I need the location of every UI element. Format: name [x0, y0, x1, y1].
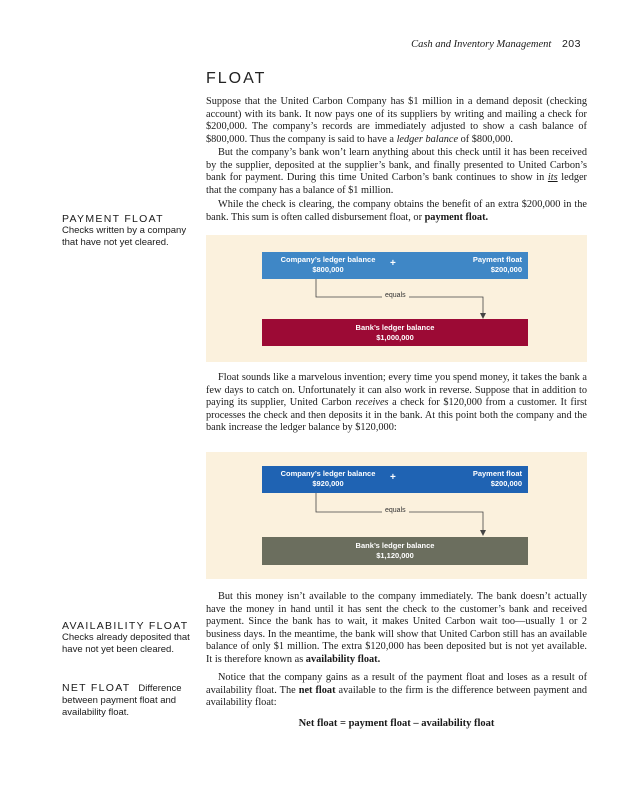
- float-diagram-1: [206, 235, 587, 362]
- diagram-1-float-label: Payment float: [472, 255, 522, 264]
- margin-note-payment-float: [62, 213, 194, 249]
- paragraph-5: But this money isn’t available to the company immediately. The bank doesn’t actually have the money in hand until it has sent the check to the customer’s bank and received payment. Since the bank has to wait, it makes United Carbon wait too—usually 1 or 2 business days. In the meantime, the bank will show that United Carbon still has an available balance of only $1 million. The extra $120,000 has been deposited but is not yet available. It is therefore known as availability float.: [206, 591, 587, 665]
- diagram-1-result-bar: [262, 319, 528, 346]
- chapter-title: Cash and Inventory Management: [411, 39, 552, 50]
- diagram-2-result-value: $1,120,000: [376, 551, 414, 560]
- diagram-1-result-label: Bank’s ledger balance: [355, 323, 435, 332]
- diagram-2-company-value: $920,000: [312, 479, 344, 488]
- margin-definition: Checks written by a company that have not yet cleared.: [62, 225, 187, 248]
- page-number: 203: [561, 38, 581, 50]
- paragraph-6: Notice that the company gains as a result of the payment float and loses as a result of availability float. The net float available to the firm is the difference between payment and availability float:: [206, 672, 587, 709]
- paragraph-1: Suppose that the United Carbon Company has $1 million in a demand deposit (checking account) with its bank. It now pays one of its suppliers by writing and mailing a check for $200,000. The company’s records are immediately adjusted to show a cash balance of $800,000. Thus the company is said to have a ledger balance of $800,000.: [206, 96, 587, 145]
- running-header: [411, 38, 581, 50]
- diagram-1-equals: equals: [382, 292, 409, 299]
- diagram-2-plus: +: [390, 472, 396, 483]
- margin-term: PAYMENT FLOAT: [62, 213, 164, 225]
- margin-term: AVAILABILITY FLOAT: [62, 620, 189, 632]
- diagram-1-plus: +: [390, 258, 396, 269]
- diagram-1-float-value: $200,000: [490, 265, 522, 274]
- float-diagram-2: [206, 452, 587, 579]
- margin-note-net-float: [62, 682, 194, 719]
- paragraph-4: Float sounds like a marvelous invention; every time you spend money, it takes the bank a few days to catch on. Unfortunately it can also work in reverse. Suppose that in addition to paying its supplier, United Carbon receives a check for $120,000 from a customer. It first processes the check and then deposits it in the bank. At this point both the company and the bank increase the ledger balance by $120,000:: [206, 372, 587, 434]
- diagram-2-result-bar: [262, 537, 528, 565]
- diagram-2-company-label: Company’s ledger balance: [280, 469, 376, 478]
- diagram-1-company-label: Company’s ledger balance: [280, 255, 376, 264]
- paragraph-2: But the company’s bank won’t learn anything about this check until it has been received by the supplier, deposited at the supplier’s bank, and finally presented to United Carbon’s bank for payment. During this time United Carbon’s bank continues to show in its ledger that the company has a balance of $1 million.: [206, 147, 587, 196]
- diagram-2-result-label: Bank’s ledger balance: [355, 541, 435, 550]
- diagram-2-equals: equals: [382, 507, 409, 514]
- section-title: FLOAT: [206, 70, 267, 87]
- margin-definition: Difference between payment float and availability float.: [62, 683, 182, 718]
- net-float-formula: Net float = payment float – availability float: [298, 718, 495, 729]
- diagram-2-float-label: Payment float: [472, 469, 522, 478]
- diagram-1-result-value: $1,000,000: [376, 333, 414, 342]
- margin-definition: Checks already deposited that have not yet been cleared.: [62, 632, 190, 655]
- diagram-2-float-value: $200,000: [490, 479, 522, 488]
- margin-term: NET FLOAT: [62, 682, 131, 694]
- margin-note-availability-float: [62, 620, 194, 656]
- diagram-1-company-value: $800,000: [312, 265, 344, 274]
- paragraph-3: While the check is clearing, the company obtains the benefit of an extra $200,000 in the bank. This sum is often called disbursement float, or payment float.: [206, 199, 587, 223]
